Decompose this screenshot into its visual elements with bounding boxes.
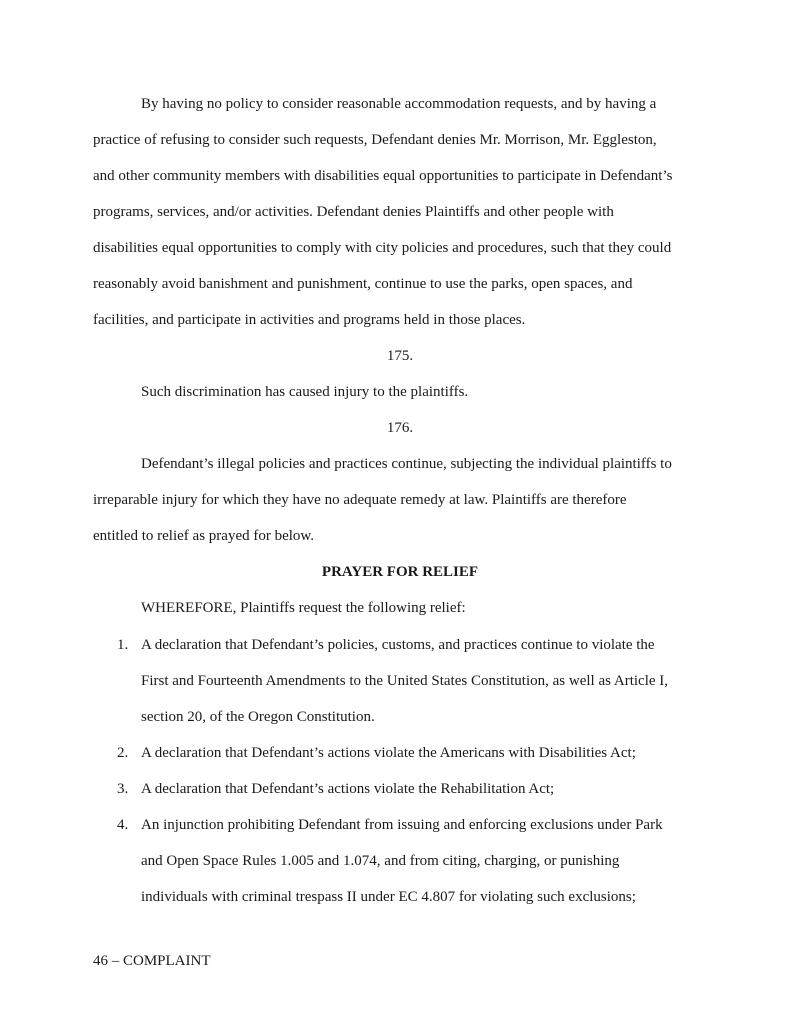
paragraph-line: programs, services, and/or activities. Defendant denies Plaintiffs and other people with [93, 204, 614, 220]
paragraph-line: facilities, and participate in activities and programs held in those places. [93, 312, 526, 328]
list-item-line: A declaration that Defendant’s actions violate the Americans with Disabilities Act; [141, 745, 636, 761]
paragraph-line: Such discrimination has caused injury to the plaintiffs. [141, 384, 469, 400]
list-item-line: and Open Space Rules 1.005 and 1.074, and from citing, charging, or punishing [141, 853, 620, 869]
paragraph-line: practice of refusing to consider such requests, Defendant denies Mr. Morrison, Mr. Eggleston, [93, 132, 657, 148]
paragraph-line: entitled to relief as prayed for below. [93, 528, 315, 544]
paragraph-line: disabilities equal opportunities to comply with city policies and procedures, such that they could [93, 240, 672, 256]
paragraph-line: irreparable injury for which they have no adequate remedy at law. Plaintiffs are therefore [93, 492, 627, 508]
list-number: 3. [117, 781, 129, 797]
paragraph-number-175: 175. [386, 348, 414, 364]
list-number: 2. [117, 745, 129, 761]
list-number: 4. [117, 817, 129, 833]
paragraph-line: reasonably avoid banishment and punishment, continue to use the parks, open spaces, and [93, 276, 633, 292]
paragraph-line: Defendant’s illegal policies and practices continue, subjecting the individual plaintiffs to [141, 456, 672, 472]
list-item-line: First and Fourteenth Amendments to the United States Constitution, as well as Article I, [141, 673, 669, 689]
wherefore-line: WHEREFORE, Plaintiffs request the following relief: [141, 600, 466, 616]
page-footer: 46 – COMPLAINT [93, 953, 211, 969]
section-heading: PRAYER FOR RELIEF [321, 564, 479, 580]
paragraph-line: and other community members with disabilities equal opportunities to participate in Defendant’s [93, 168, 673, 184]
list-item-line: An injunction prohibiting Defendant from issuing and enforcing exclusions under Park [141, 817, 663, 833]
list-item-line: A declaration that Defendant’s policies, customs, and practices continue to violate the [141, 637, 655, 653]
list-item-line: A declaration that Defendant’s actions violate the Rehabilitation Act; [141, 781, 555, 797]
list-item-line: section 20, of the Oregon Constitution. [141, 709, 375, 725]
list-number: 1. [117, 637, 129, 653]
list-item-line: individuals with criminal trespass II under EC 4.807 for violating such exclusions; [141, 889, 636, 905]
paragraph-number-176: 176. [386, 420, 414, 436]
paragraph-line: By having no policy to consider reasonable accommodation requests, and by having a [141, 96, 657, 112]
